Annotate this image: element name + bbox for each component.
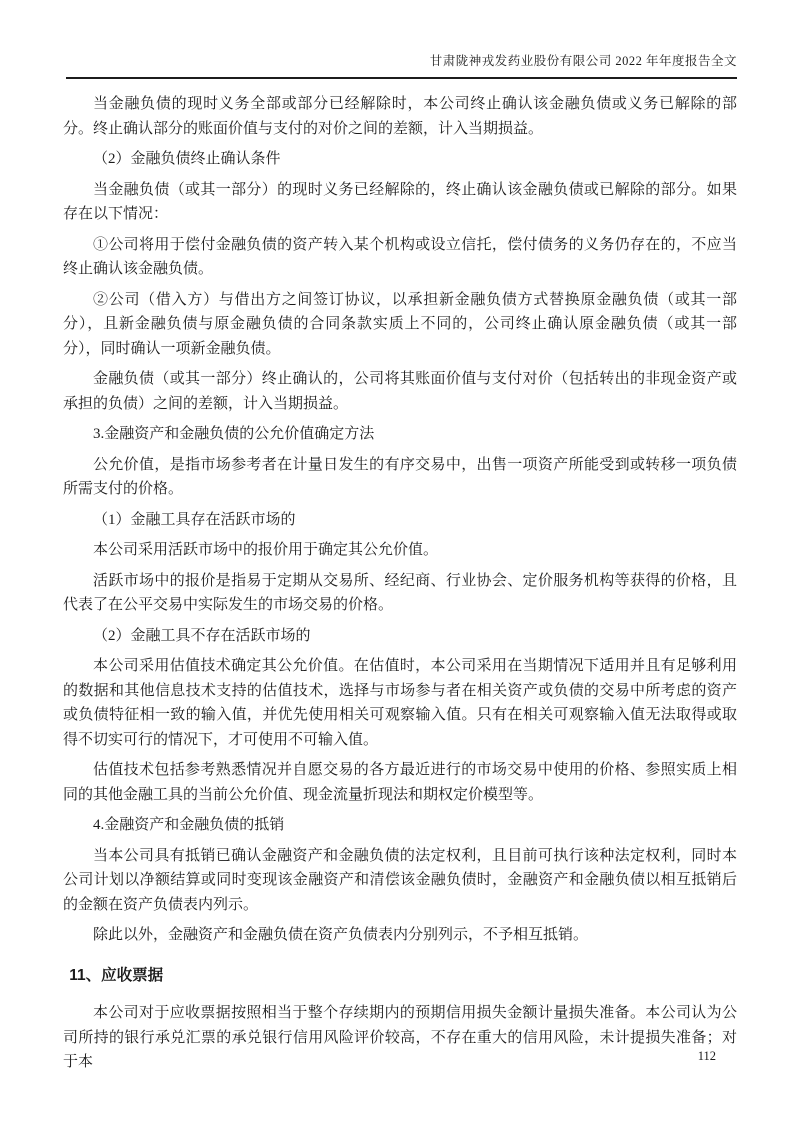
page-header-title: 甘肃陇神戎发药业股份有限公司 2022 年年度报告全文 [429,54,737,68]
sub-heading: （1）金融工具存在活跃市场的 [93,511,296,528]
sub-heading: 4.金融资产和金融负债的抵销 [93,817,285,833]
body-paragraph: 当本公司具有抵销已确认金融资产和金融负债的法定权利，且目前可执行该种法定权利，同时本公司计划以净额结算或同时变现该金融资产和清偿该金融负债时，金融资产和金融负债以相互抵销后的金额在资产负债表内列示。 [63,847,737,913]
sub-heading: （2）金融负债终止确认条件 [93,151,281,167]
sub-heading: 3.金融资产和金融负债的公允价值确定方法 [93,426,375,442]
body-paragraph: 公允价值，是指市场参考者在计量日发生的有序交易中，出售一项资产所能受到或转移一项负债所需支付的价格。 [63,456,737,497]
page-number: 112 [697,1049,716,1063]
body-paragraph: 本公司采用活跃市场中的报价用于确定其公允价值。 [93,542,439,558]
body-paragraph: 金融负债（或其一部分）终止确认的，公司将其账面价值与支付对价（包括转出的非现金资产或承担的负债）之间的差额，计入当期损益。 [63,371,737,412]
sub-heading: （2）金融工具不存在活跃市场的 [93,627,311,644]
body-paragraph: 当金融负债的现时义务全部或部分已经解除时，本公司终止确认该金融负债或义务已解除的部分。终止确认部分的账面价值与支付的对价之间的差额，计入当期损益。 [63,96,737,137]
body-paragraph: 本公司对于应收票据按照相当于整个存续期内的预期信用损失金额计量损失准备。本公司认为公司所持的银行承兑汇票的承兑银行信用风险评价较高，不存在重大的信用风险，未计提损失准备；对于本 [63,1005,737,1070]
body-paragraph: 除此以外，金融资产和金融负债在资产负债表内分别列示，不予相互抵销。 [93,927,589,943]
header-rule [66,77,737,79]
body-paragraph: 活跃市场中的报价是指易于定期从交易所、经纪商、行业协会、定价服务机构等获得的价格，且代表了在公平交易中实际发生的市场交易的价格。 [63,572,737,613]
section-heading: 11、应收票据 [69,966,164,984]
document-body [63,92,737,1081]
body-paragraph: ②公司（借入方）与借出方之间签订协议，以承担新金融负债方式替换原金融负债（或其一部分），且新金融负债与原金融负债的合同条款实质上不同的，公司终止确认原金融负债（或其一部分），同时确认一项新金融负债。 [63,291,737,357]
body-paragraph: ①公司将用于偿付金融负债的资产转入某个机构或设立信托，偿付债务的义务仍存在的，不应当终止确认该金融负债。 [63,236,737,277]
body-paragraph: 估值技术包括参考熟悉情况并自愿交易的各方最近进行的市场交易中使用的价格、参照实质上相同的其他金融工具的当前公允价值、现金流量折现法和期权定价模型等。 [63,762,737,803]
body-paragraph: 本公司采用估值技术确定其公允价值。在估值时，本公司采用在当期情况下适用并且有足够利用的数据和其他信息技术支持的估值技术，选择与市场参与者在相关资产或负债的交易中所考虑的资产或负债特征相一致的输入值，并优先使用相关可观察输入值。只有在相关可观察输入值无法取得或取得不切实可行的情况下，才可使用不可输入值。 [63,658,737,748]
body-paragraph: 当金融负债（或其一部分）的现时义务已经解除的，终止确认该金融负债或已解除的部分。如果存在以下情况： [63,181,737,222]
